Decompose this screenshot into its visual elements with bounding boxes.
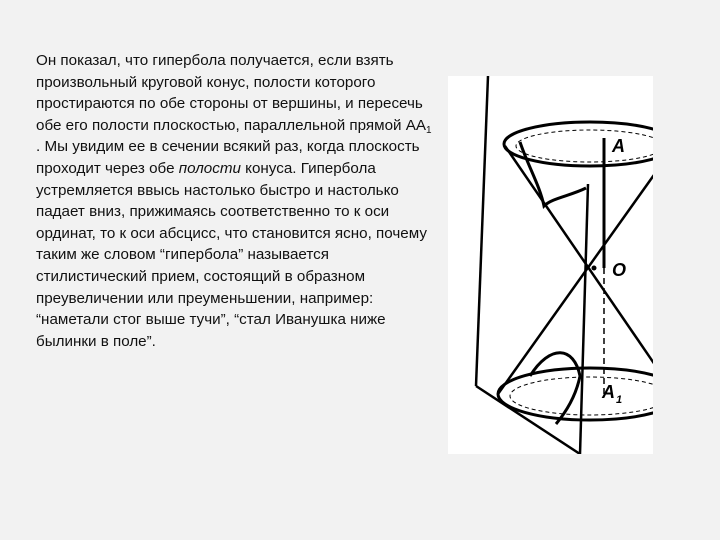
paragraph-emphasis: полости <box>178 159 241 177</box>
label-a: A <box>612 136 625 156</box>
paragraph-subscript: 1 <box>426 124 432 136</box>
paragraph-lead: Он показал, что гипербола получается, если взять произвольный круговой конус, полости которого простираются по обе стороны от вершины, и пересечь обе его полости плоскостью, параллельной прямой AA <box>36 52 426 134</box>
label-a1-subscript: 1 <box>616 394 623 406</box>
body-paragraph <box>36 50 436 352</box>
paragraph-tail: конуса. Гипербола устремляется ввысь настолько быстро и настолько падает вниз, прижимаясь соответственно то к оси ординат, то к оси абсцисс, что становится ясно, почему таким же словом “гипербола” называется стилистический прием, состоящий в образном преувеличении или преуменьшении, например: “наметали стог выше тучи”, “стал Иванушка ниже былинки в поле”. <box>36 159 427 350</box>
paragraph-middle: . Мы увидим ее в сечении всякий раз, когда плоскость проходит через обе <box>36 138 420 177</box>
vertex-point <box>592 266 597 271</box>
top-base-inner-ellipse <box>516 130 653 162</box>
double-cone-diagram <box>448 76 653 454</box>
label-a1: A <box>602 382 615 402</box>
cutting-plane <box>476 76 588 454</box>
double-cone-figure <box>448 76 653 454</box>
label-o: O <box>612 260 627 280</box>
cone-generators <box>498 144 653 394</box>
hyperbola-upper-branch <box>520 142 586 206</box>
